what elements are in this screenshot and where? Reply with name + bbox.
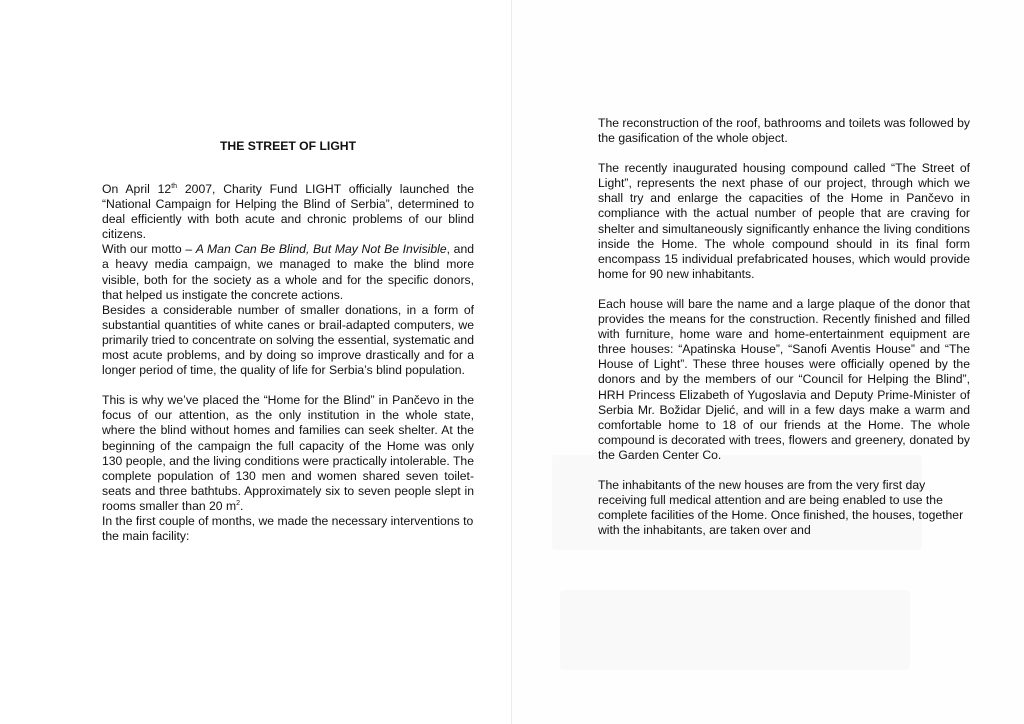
paragraph: The recently inaugurated housing compound called “The Street of Light”, represents the next phase of our project, through which we shall try and enlarge the capacities of the Home in Pančevo in compliance with the actual number of people that are craving for shelter and simultaneously significantly enhance the living conditions inside the Home. The whole compound should in its final form encompass 15 individual prefabricated houses, which would provide home for 90 new inhabitants.: [598, 161, 970, 281]
paragraph: The reconstruction of the roof, bathrooms and toilets was followed by the gasification of the whole object.: [598, 116, 970, 146]
document-title: THE STREET OF LIGHT: [219, 139, 357, 153]
paragraph: The inhabitants of the new houses are from the very first day receiving full medical attention and are being enabled to use the complete facilities of the Home. Once finished, the houses, together with the inhabitants, are taken over and: [598, 477, 964, 538]
paragraph-text: .: [240, 498, 244, 513]
paragraph-text: On April 12: [102, 182, 172, 196]
show-through-mark: [560, 590, 910, 670]
paragraph-text: With our motto –: [102, 242, 196, 257]
motto-text: A Man Can Be Blind, But May Not Be Invisible: [195, 242, 447, 257]
superscript: th: [171, 182, 178, 190]
paragraph-text: This is why we’ve placed the “Home for the Blind” in Pančevo in the focus of our attention, as the only institution in the whole state, where the blind without homes and families can seek shelter. At the beginning of the campaign the full capacity of the Home was only 130 people, and the living conditions were practically intolerable. The complete population of 130 men and women shared seven toilet-seats and three bathtubs. Approximately six to seven people slept in rooms smaller than 20 m: [102, 393, 474, 513]
paragraph: Each house will bare the name and a large plaque of the donor that provides the means for the construction. Recently finished and filled with furniture, home ware and home-entertainment equipment are three houses: “Apatinska House”, “Sanofi Aventis House” and “The House of Light”. These three houses were officially opened by the donors and by the members of our “Council for Helping the Blind”, HRH Princess Elizabeth of Yugoslavia and Deputy Prime-Minister of Serbia Mr. Božidar Djelić, and will in a few days make a warm and comfortable home to 18 of our friends at the Home. The whole compound is decorated with trees, flowers and greenery, donated by the Garden Center Co.: [598, 296, 970, 462]
paragraph: Besides a considerable number of smaller donations, in a form of substantial quantities of white canes or brail-adapted computers, we primarily tried to concentrate on solving the essential, systematic and most acute problems, and by doing so improve drastically and for a longer period of time, the quality of life for Serbia’s blind population.: [102, 302, 474, 378]
page-fold: [511, 0, 512, 724]
superscript: 2: [236, 499, 241, 507]
left-column: [102, 182, 474, 544]
paragraph: [102, 242, 474, 302]
paragraph-text: , and a heavy media campaign, we managed to make the blind more visible, both for the society as a whole and for the specific donors, that helped us instigate the concrete actions.: [102, 242, 474, 302]
paragraph-text: 2007, Charity Fund LIGHT officially launched the “National Campaign for Helping the Blind of Serbia”, determined to deal efficiently with both acute and chronic problems of our blind citizens.: [102, 182, 474, 242]
paragraph: In the first couple of months, we made the necessary interventions to the main facility:: [102, 513, 474, 544]
paragraph: [102, 393, 474, 514]
paragraph: [102, 182, 474, 242]
right-column: [598, 116, 970, 538]
